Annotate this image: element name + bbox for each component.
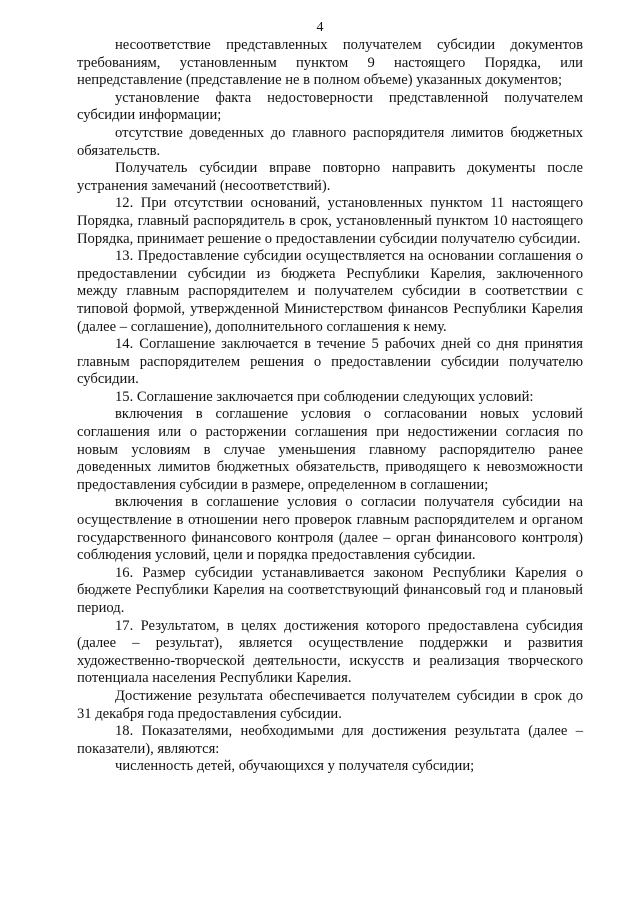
paragraph: Получатель субсидии вправе повторно направить документы после устранения замечаний (несоответствий). (77, 160, 583, 194)
paragraph: 15. Соглашение заключается при соблюдении следующих условий: (115, 388, 534, 405)
paragraph: 16. Размер субсидии устанавливается законом Республики Карелия о бюджете Республики Карелия на соответствующий финансовый год и плановый период. (77, 564, 583, 616)
paragraph: 12. При отсутствии оснований, установленных пунктом 11 настоящего Порядка, главный распорядитель в срок, установленный пунктом 10 настоящего Порядка, принимает решение о предоставлении субсидии получателю субсидии. (77, 195, 583, 247)
paragraph: Достижение результата обеспечивается получателем субсидии в срок до 31 декабря года предоставления субсидии. (77, 687, 583, 722)
document-body (77, 37, 583, 776)
paragraph: включения в соглашение условия о согласии получателя субсидии на осуществление в отношении него проверок главным распорядителем и органом государственного финансового контроля (далее – орган финансового контроля) соблюдения условий, цели и порядка предоставления субсидии. (77, 494, 583, 564)
paragraph: несоответствие представленных получателем субсидии документов требованиям, установленным пунктом 9 настоящего Порядка, или непредставление (представление не в полном объеме) указанных документов; (77, 37, 583, 89)
paragraph: 18. Показателями, необходимыми для достижения результата (далее – показатели), являются: (77, 723, 583, 757)
paragraph: включения в соглашение условия о согласовании новых условий соглашения или о расторжении соглашения при недостижении согласия по новым условиям в случае уменьшения главному распорядителю ранее доведенных лимитов бюджетных обязательств, приводящего к невозможности предоставления субсидии в размере, определенном в соглашении; (77, 406, 583, 493)
paragraph: 14. Соглашение заключается в течение 5 рабочих дней со дня принятия главным распорядителем решения о предоставлении субсидии получателю субсидии. (77, 336, 583, 388)
paragraph: установление факта недостоверности представленной получателем субсидии информации; (77, 89, 583, 124)
paragraph: 17. Результатом, в целях достижения которого предоставлена субсидия (далее – результат), является осуществление поддержки и развития художественно-творческой деятельности, искусств и реализация творческого потенциала населения Республики Карелия. (77, 617, 583, 687)
paragraph: отсутствие доведенных до главного распорядителя лимитов бюджетных обязательств. (77, 124, 583, 159)
paragraph: 13. Предоставление субсидии осуществляется на основании соглашения о предоставлении субсидии из бюджета Республики Карелия, заключенного между главным распорядителем и получателем субсидии в соответствии с типовой формой, утвержденной Министерством финансов Республики Карелия (далее – соглашение), дополнительного соглашения к нему. (77, 248, 583, 335)
paragraph: численность детей, обучающихся у получателя субсидии; (115, 758, 475, 775)
page-number: 4 (316, 20, 324, 35)
